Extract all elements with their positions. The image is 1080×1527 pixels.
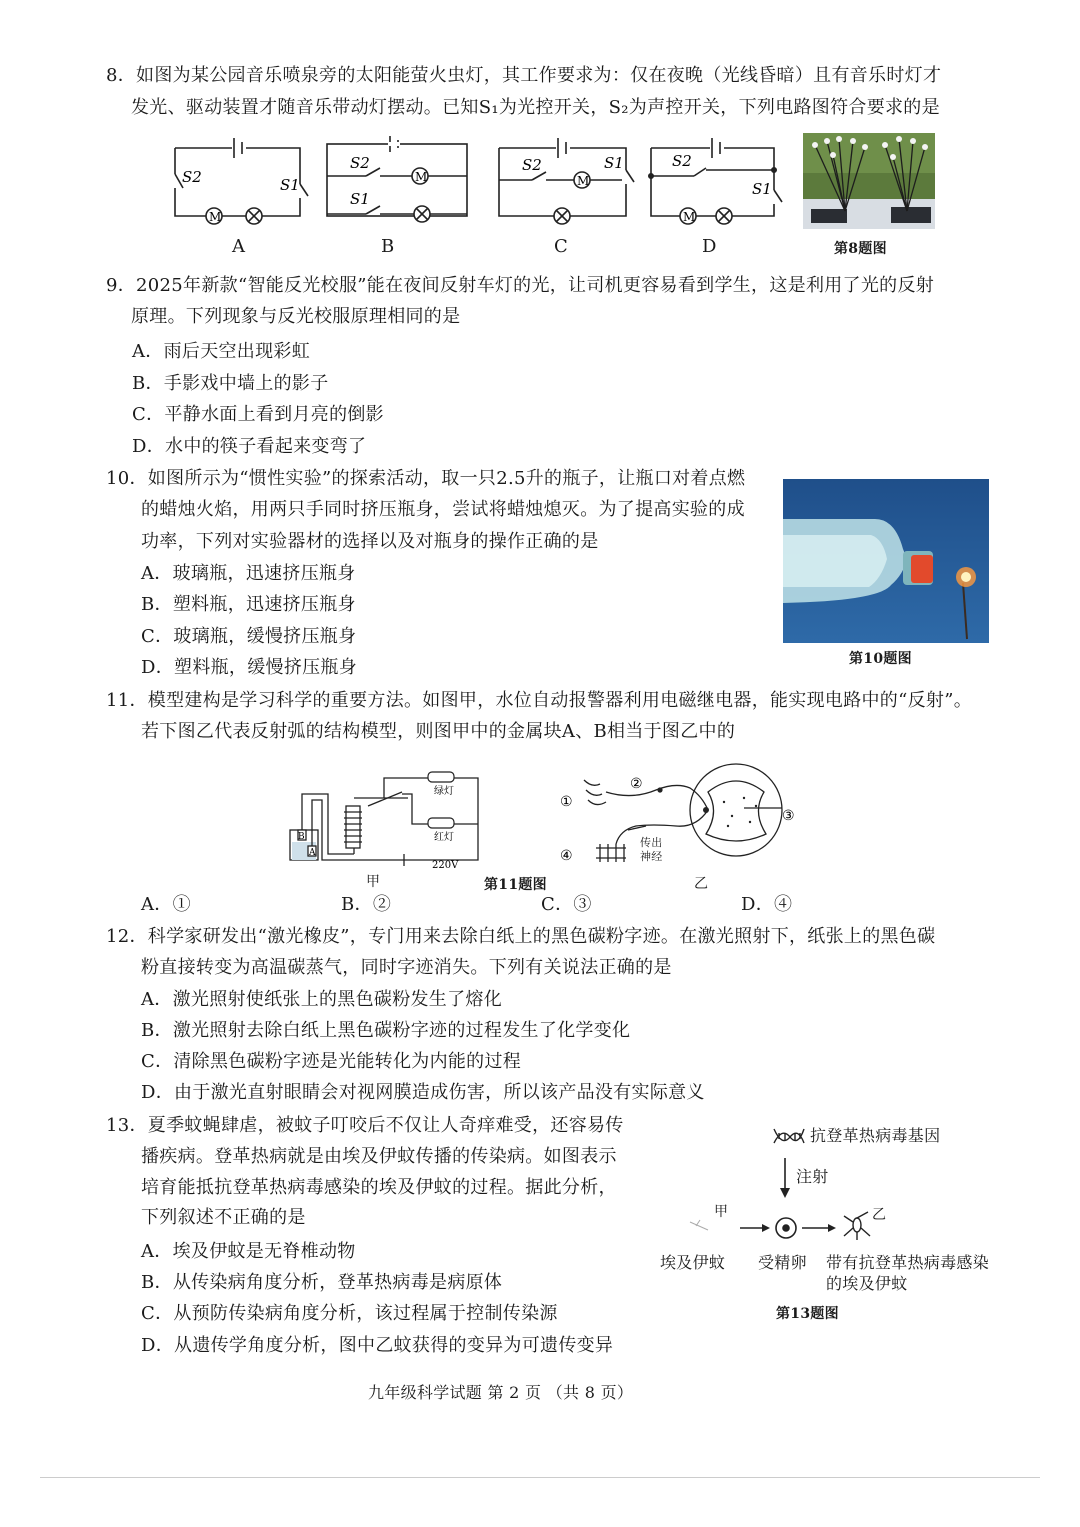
circuit-label-c: C [554, 236, 569, 257]
q13-stem-line4: 下列叙述不正确的是 [141, 1207, 306, 1228]
q9-stem-line2: 原理。下列现象与反光校服原理相同的是 [131, 306, 461, 327]
fig13-label-yi: 乙 [872, 1207, 887, 1223]
circuit-label-a: A [232, 236, 246, 257]
voltage-label: 220V [432, 860, 459, 871]
result-label-line1: 带有抗登革热病毒感染 [826, 1253, 990, 1272]
q11-stem-line1: 11．模型建构是学习科学的重要方法。如图甲，水位自动报警器利用电磁继电器，能实现电路中的“反射”。 [106, 690, 973, 711]
reflex-circle-1: ① [560, 794, 573, 810]
q11-option-c: C．③ [541, 894, 592, 915]
block-a-label: A [309, 848, 316, 858]
q11-option-a: A．① [141, 894, 191, 915]
q12-option-b: B．激光照射去除白纸上黑色碳粉字迹的过程发生了化学变化 [141, 1020, 631, 1041]
reflex-circle-4: ④ [560, 848, 573, 864]
switch-s2-label: S2 [182, 168, 202, 186]
motor-symbol: M [577, 174, 590, 188]
q11-option-b: B．② [341, 894, 392, 915]
page-footer: 九年级科学试题 第 2 页 （共 8 页） [368, 1383, 634, 1402]
fig11-label-jia: 甲 [366, 874, 381, 890]
switch-s2-label: S2 [672, 152, 692, 170]
reflex-circle-2: ② [630, 776, 643, 792]
q10-figure-caption: 第10题图 [849, 651, 912, 667]
circuit-label-d: D [702, 236, 717, 257]
q9-stem-line1: 9．2025年新款“智能反光校服”能在夜间反射车灯的光，让司机更容易看到学生，这是利用了光的反射 [106, 275, 935, 296]
q11-figure-caption: 第11题图 [484, 877, 547, 893]
switch-s1-label: S1 [752, 180, 772, 198]
motor-symbol: M [415, 170, 428, 184]
motor-symbol: M [683, 210, 696, 224]
q8-stem-line1: 8．如图为某公园音乐喷泉旁的太阳能萤火虫灯，其工作要求为：仅在夜晚（光线昏暗）且有音乐时灯才 [106, 65, 942, 86]
q12-option-d: D．由于激光直射眼睛会对视网膜造成伤害，所以该产品没有实际意义 [141, 1082, 705, 1103]
block-b-label: B [298, 832, 305, 842]
bottle-candle-photo [783, 479, 989, 643]
inject-arrow [780, 1158, 790, 1198]
q13-option-c: C．从预防传染病角度分析，该过程属于控制传染源 [141, 1303, 558, 1324]
q10-stem-line3: 功率，下列对实验器材的选择以及对瓶身的操作正确的是 [141, 531, 599, 552]
q10-option-b: B．塑料瓶，迅速挤压瓶身 [141, 594, 356, 615]
gene-label: 抗登革热病毒基因 [810, 1126, 941, 1145]
mosquito-label: 埃及伊蚊 [660, 1253, 726, 1272]
q13-option-a: A．埃及伊蚊是无脊椎动物 [141, 1241, 356, 1262]
bottom-divider [40, 1477, 1040, 1478]
q10-stem-line1: 10．如图所示为“惯性实验”的探索活动，取一只2.5升的瓶子，让瓶口对着点燃 [106, 468, 746, 489]
circuit-c [496, 132, 636, 222]
dna-icon [772, 1121, 806, 1151]
q12-option-c: C．清除黑色碳粉字迹是光能转化为内能的过程 [141, 1051, 522, 1072]
q8-stem-line2: 发光、驱动装置才随音乐带动灯摆动。已知S₁为光控开关，S₂为声控开关，下列电路图符合要求的是 [131, 97, 940, 118]
q9-option-a: A．雨后天空出现彩虹 [132, 341, 310, 362]
inject-label: 注射 [796, 1167, 829, 1186]
egg-label: 受精卵 [758, 1253, 807, 1272]
flow-arrows [740, 1216, 846, 1240]
circuit-label-b: B [381, 236, 395, 257]
switch-s1-label: S1 [350, 190, 370, 208]
firefly-lamp-photo [803, 133, 935, 229]
circuit-d [648, 132, 788, 222]
motor-symbol: M [209, 210, 222, 224]
switch-s2-label: S2 [350, 154, 370, 172]
q9-option-d: D．水中的筷子看起来变弯了 [132, 436, 367, 457]
q13-stem-line3: 培育能抵抗登革热病毒感染的埃及伊蚊的过程。据此分析， [141, 1177, 617, 1198]
mosquito-icon-yi [842, 1210, 872, 1240]
q10-option-d: D．塑料瓶，缓慢挤压瓶身 [141, 657, 358, 678]
q9-option-b: B．手影戏中墙上的影子 [132, 373, 329, 394]
q13-stem-line2: 播疾病。登革热病就是由埃及伊蚊传播的传染病。如图表示 [141, 1146, 617, 1167]
q12-stem-line2: 粉直接转变为高温碳蒸气，同时字迹消失。下列有关说法正确的是 [141, 957, 672, 978]
switch-s2-label: S2 [522, 156, 542, 174]
q8-figure-caption: 第8题图 [834, 241, 887, 257]
q10-stem-line2: 的蜡烛火焰，用两只手同时挤压瓶身，尝试将蜡烛熄灭。为了提高实验的成 [141, 499, 745, 520]
circuit-b [326, 142, 470, 218]
fig13-label-jia: 甲 [714, 1204, 729, 1220]
q13-option-b: B．从传染病角度分析，登革热病毒是病原体 [141, 1272, 503, 1293]
reflex-circle-3: ③ [782, 808, 795, 824]
q11-stem-line2: 若下图乙代表反射弧的结构模型，则图甲中的金属块A、B相当于图乙中的 [141, 721, 736, 742]
q12-stem-line1: 12．科学家研发出“激光橡皮”，专门用来去除白纸上的黑色碳粉字迹。在激光照射下，纸张上的黑色碳 [106, 926, 936, 947]
result-label-line2: 的埃及伊蚊 [826, 1274, 908, 1293]
red-lamp-label: 红灯 [434, 832, 454, 843]
mosquito-icon-jia [690, 1220, 710, 1232]
q10-option-c: C．玻璃瓶，缓慢挤压瓶身 [141, 626, 357, 647]
efferent-nerve-label: 传出神经 [640, 836, 663, 863]
q13-figure-caption: 第13题图 [776, 1306, 839, 1322]
water-level-alarm-diagram [284, 768, 484, 872]
switch-s1-label: S1 [604, 154, 624, 172]
green-lamp-label: 绿灯 [434, 786, 454, 797]
circuit-a [170, 132, 310, 222]
switch-s1-label: S1 [280, 176, 300, 194]
q12-option-a: A．激光照射使纸张上的黑色碳粉发生了熔化 [141, 989, 502, 1010]
q10-option-a: A．玻璃瓶，迅速挤压瓶身 [141, 563, 356, 584]
q9-option-c: C．平静水面上看到月亮的倒影 [132, 404, 384, 425]
q13-stem-line1: 13．夏季蚊蝇肆虐，被蚊子叮咬后不仅让人奇痒难受，还容易传 [106, 1115, 624, 1136]
reflex-arc-diagram [556, 764, 806, 874]
fig11-label-yi: 乙 [694, 876, 709, 892]
q11-option-d: D．④ [741, 894, 793, 915]
q13-option-d: D．从遗传学角度分析，图中乙蚊获得的变异为可遗传变异 [141, 1335, 614, 1356]
